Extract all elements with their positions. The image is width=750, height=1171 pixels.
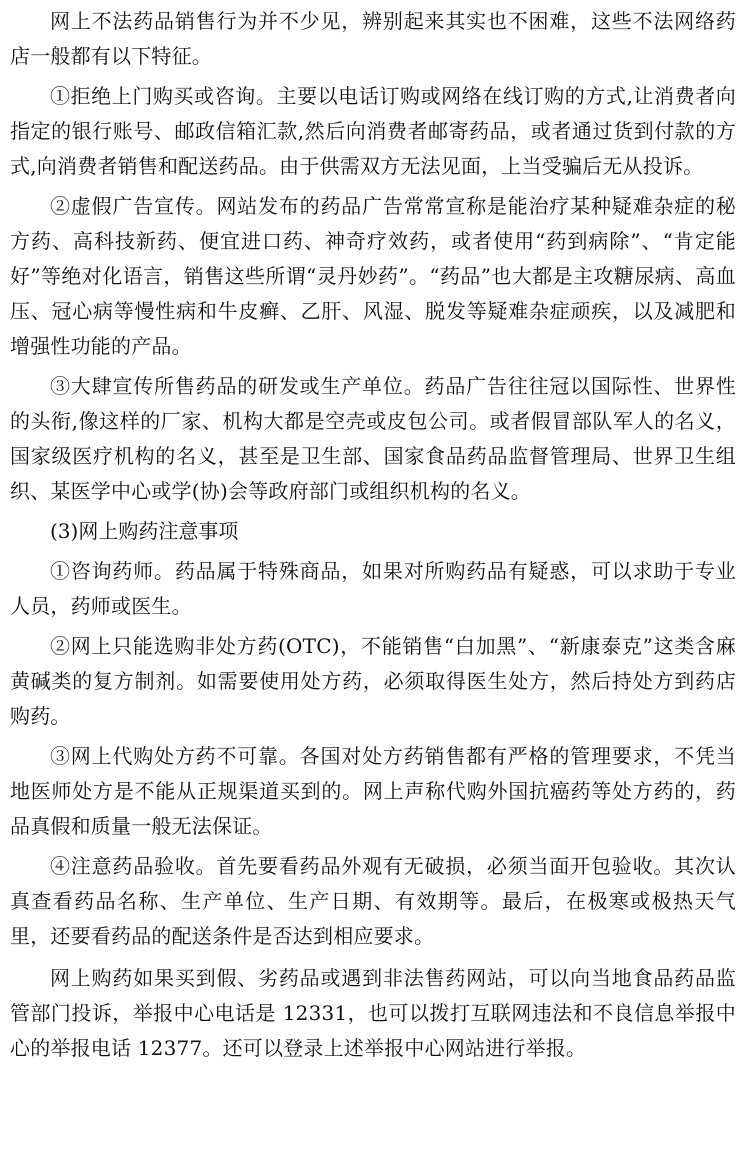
- feature-paragraph-3: ③大肆宣传所售药品的研发或生产单位。药品广告往往冠以国际性、世界性的头衔,像这样的厂家、机构大都是空壳或皮包公司。或者假冒部队军人的名义，国家级医疗机构的名义，甚至是卫生部、国家食品药品监督管理局、世界卫生组织、某医学中心或学(协)会等政府部门或组织机构的名义。: [10, 374, 736, 503]
- tip-paragraph-2: ②网上只能选购非处方药(OTC)，不能销售“白加黑”、“新康泰克”这类含麻黄碱类的复方制剂。如需要使用处方药，必须取得医生处方，然后持处方到药店购药。: [10, 634, 736, 728]
- feature-paragraph-1: ①拒绝上门购买或咨询。主要以电话订购或网络在线订购的方式,让消费者向指定的银行账号、邮政信箱汇款,然后向消费者邮寄药品，或者通过货到付款的方式,向消费者销售和配送药品。由于供需双方无法见面，上当受骗后无从投诉。: [10, 84, 736, 178]
- tip-paragraph-4: ④注意药品验收。首先要看药品外观有无破损，必须当面开包验收。其次认真查看药品名称、生产单位、生产日期、有效期等。最后，在极寒或极热天气里，还要看药品的配送条件是否达到相应要求。: [10, 854, 736, 948]
- intro-paragraph: 网上不法药品销售行为并不少见，辨别起来其实也不困难，这些不法网络药店一般都有以下特征。: [10, 9, 736, 68]
- feature-paragraph-2: ②虚假广告宣传。网站发布的药品广告常常宣称是能治疗某种疑难杂症的秘方药、高科技新药、便宜进口药、神奇疗效药，或者使用“药到病除”、“肯定能好”等绝对化语言，销售这些所谓“灵丹妙药”。“药品”也大都是主攻糖尿病、高血压、冠心病等慢性病和牛皮癣、乙肝、风湿、脱发等疑难杂症顽疾，以及减肥和增强性功能的产品。: [10, 194, 736, 358]
- tip-paragraph-3: ③网上代购处方药不可靠。各国对处方药销售都有严格的管理要求，不凭当地医师处方是不能从正规渠道买到的。网上声称代购外国抗癌药等处方药的，药品真假和质量一般无法保证。: [10, 744, 736, 838]
- closing-paragraph: 网上购药如果买到假、劣药品或遇到非法售药网站，可以向当地食品药品监管部门投诉，举报中心电话是 12331，也可以拨打互联网违法和不良信息举报中心的举报电话 12377。还可以登录上述举报中心网站进行举报。: [10, 966, 736, 1060]
- section-heading: (3)网上购药注意事项: [50, 519, 239, 543]
- tip-paragraph-1: ①咨询药师。药品属于特殊商品，如果对所购药品有疑惑，可以求助于专业人员，药师或医生。: [10, 559, 736, 618]
